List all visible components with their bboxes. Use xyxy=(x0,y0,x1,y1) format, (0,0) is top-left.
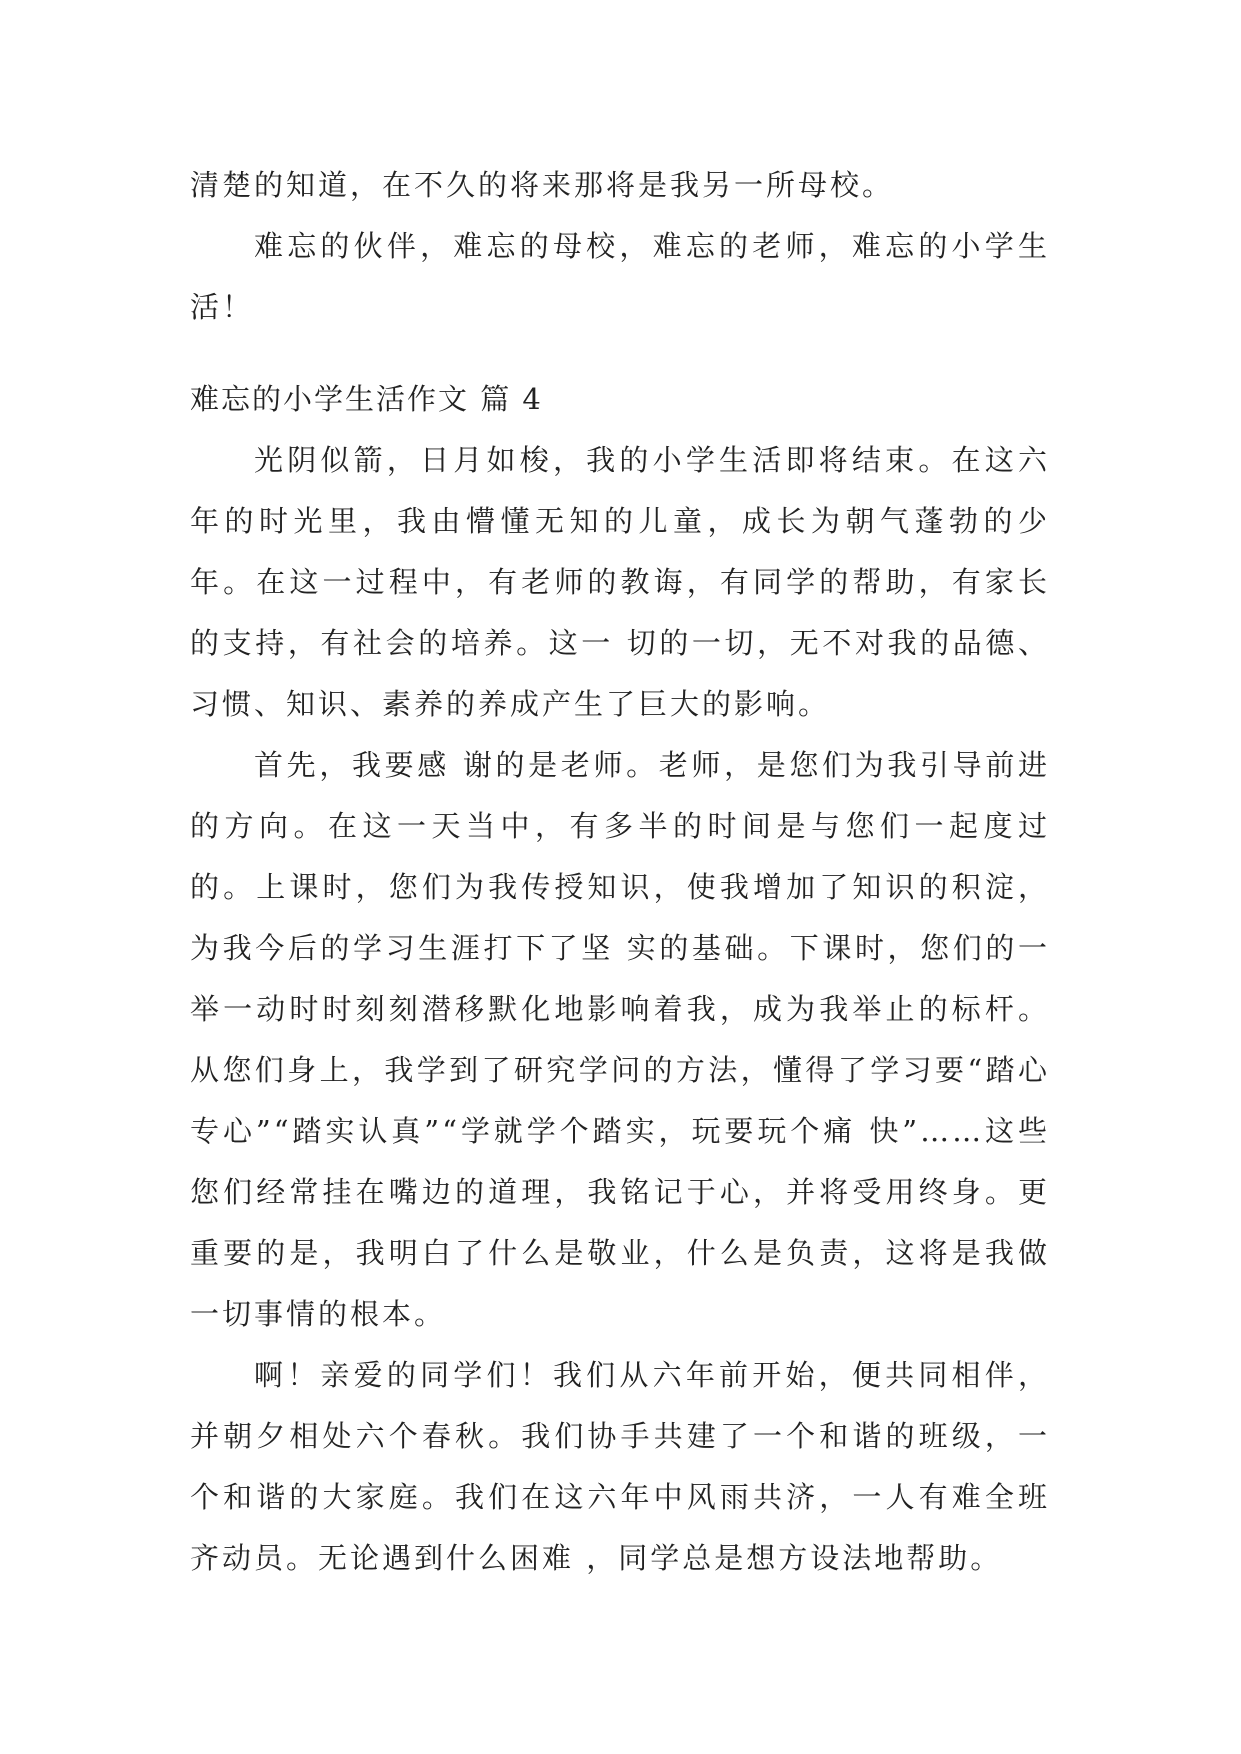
section-heading: 难忘的小学生活作文 篇 4 xyxy=(190,382,543,416)
paragraph-intro: 光阴似箭，日月如梭，我的小学生活即将结束。在这六年的时光里，我由懵懂无知的儿童，成长为朝气蓬勃的少年。在这一过程中，有老师的教诲，有同学的帮助，有家长的支持，有社会的培养。这一 切的一切，无不对我的品德、习惯、知识、素养的养成产生了巨大的影响。 xyxy=(190,443,1050,721)
paragraph-closing: 难忘的伙伴，难忘的母校，难忘的老师，难忘的小学生活！ xyxy=(190,229,1050,324)
document-body xyxy=(190,155,1050,1589)
paragraph-continued: 清楚的知道，在不久的将来那将是我另一所母校。 xyxy=(190,168,895,202)
paragraph-classmates: 啊！亲爱的同学们！我们从六年前开始，便共同相伴，并朝夕相处六个春秋。我们协手共建了一个和谐的班级，一个和谐的大家庭。我们在这六年中风雨共济，一人有难全班齐动员。无论遇到什么困难 ，同学总是想方设法地帮助。 xyxy=(190,1358,1050,1575)
paragraph-teachers: 首先，我要感 谢的是老师。老师，是您们为我引导前进的方向。在这一天当中，有多半的时间是与您们一起度过的。上课时，您们为我传授知识，使我增加了知识的积淀，为我今后的学习生涯打下了坚 实的基础。下课时，您们的一举一动时时刻刻潜移默化地影响着我，成为我举止的标杆。从您们身上，我学到了研究学问的方法，懂得了学习要“踏心专心”“踏实认真”“学就学个踏实，玩要玩个痛 快”……这些您们经常挂在嘴边的道理，我铭记于心，并将受用终身。更重要的是，我明白了什么是敬业，什么是负责，这将是我做一切事情的根本。 xyxy=(190,748,1050,1331)
